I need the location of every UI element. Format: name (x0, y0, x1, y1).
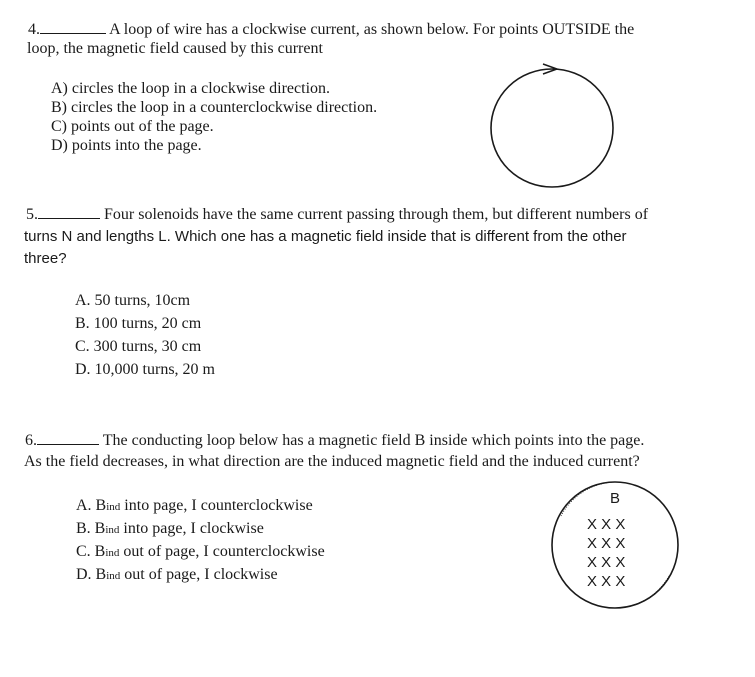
q4-line1 (28, 19, 634, 39)
q4-answer-blank[interactable] (40, 19, 106, 34)
q5-number: 5. (26, 206, 38, 223)
field-row: X X X (587, 554, 626, 571)
q5-option-d: D. 10,000 turns, 20 m (75, 361, 215, 378)
q4-number: 4. (28, 21, 40, 38)
q6-answer-blank[interactable] (37, 430, 99, 445)
q6-stem-line2: As the field decreases, in what direction are the induced magnetic field and the induced current? (24, 453, 640, 470)
q5-stem-line1: Four solenoids have the same current passing through them, but different numbers of (104, 206, 649, 223)
q6-number: 6. (25, 432, 37, 449)
q6-option-b: B. Bind into page, I clockwise (76, 520, 264, 537)
q6-option-d: D. Bind out of page, I clockwise (76, 566, 278, 583)
q6-option-a: A. Bind into page, I counterclockwise (76, 497, 313, 514)
field-row: X X X (587, 573, 626, 590)
q6-option-c: C. Bind out of page, I counterclockwise (76, 543, 325, 560)
q4-option-b: B) circles the loop in a counterclockwise direction. (51, 99, 378, 116)
q5-line1 (26, 204, 648, 224)
q5-stem-line2: turns N and lengths L. Which one has a magnetic field inside that is different from the other (24, 228, 627, 245)
wire-loop (491, 69, 613, 187)
q4-option-a: A) circles the loop in a clockwise direction. (51, 80, 331, 97)
q6-line1 (25, 430, 644, 450)
q4-option-c: C) points out of the page. (51, 118, 214, 135)
clockwise-loop-diagram (485, 62, 625, 192)
q4-option-d: D) points into the page. (51, 137, 202, 154)
q5-option-a: A. 50 turns, 10cm (75, 292, 191, 309)
q5-stem-line3: three? (24, 250, 67, 267)
q5-answer-blank[interactable] (38, 204, 100, 219)
field-label: B (610, 490, 621, 507)
q6-stem-line1: The conducting loop below has a magnetic field B inside which points into the page. (102, 432, 645, 449)
q4-stem-line2: loop, the magnetic field caused by this current (27, 40, 323, 57)
field-row: X X X (587, 535, 626, 552)
field-row: X X X (587, 516, 626, 533)
field-into-page-rows (587, 515, 625, 591)
q5-option-c: C. 300 turns, 30 cm (75, 338, 202, 355)
q4-stem-line1: A loop of wire has a clockwise current, as shown below. For points OUTSIDE the (109, 21, 635, 38)
q5-option-b: B. 100 turns, 20 cm (75, 315, 202, 332)
